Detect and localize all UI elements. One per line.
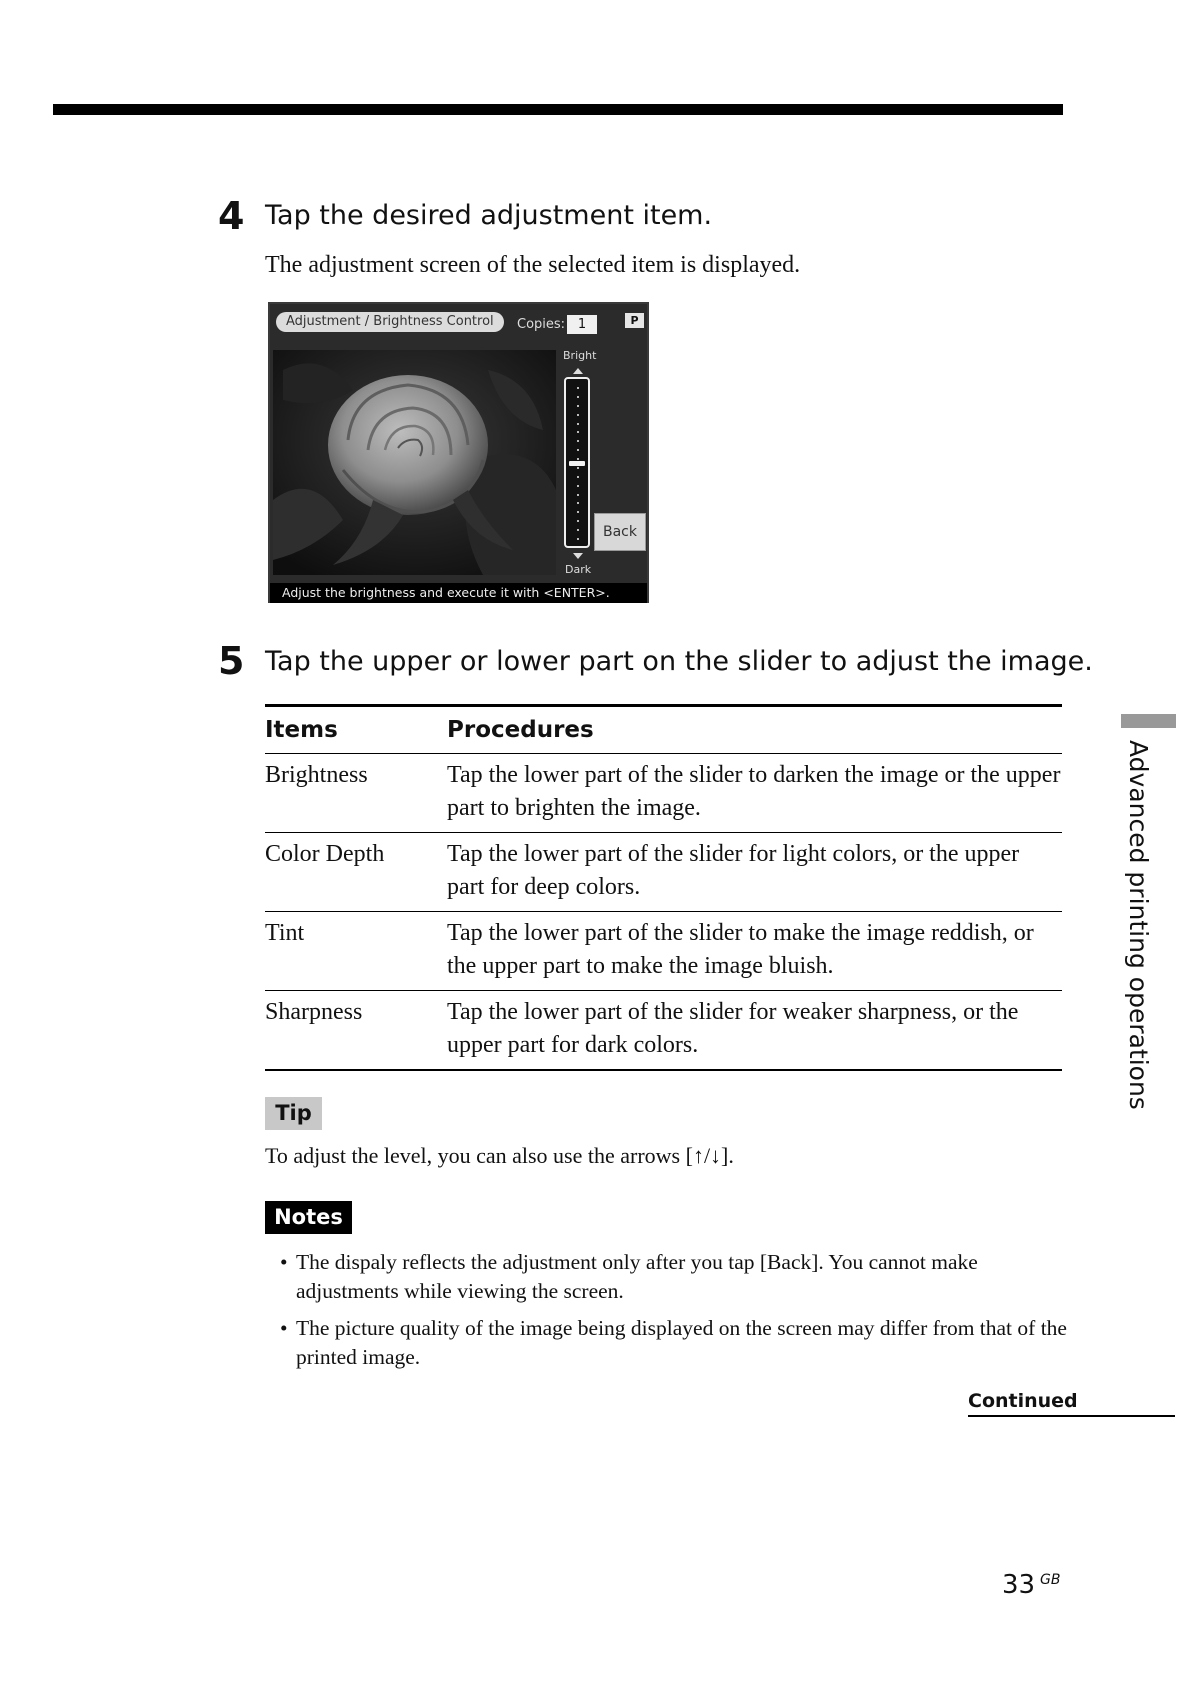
slider-tick [577,538,579,540]
table-header-row [265,706,1062,754]
continued-rule [968,1415,1175,1417]
note-text: The dispaly reflects the adjustment only after you tap [Back]. You cannot make adjustments while viewing the screen. [296,1250,978,1303]
procedure-cell: Tap the lower part of the slider to make the image reddish, or the upper part to make the image bluish. [447,912,1062,991]
table-row [265,912,1062,991]
slider-tick [577,520,579,522]
section-tab-marker [1121,714,1176,728]
rose-photo [273,350,556,575]
item-cell: Color Depth [265,833,447,912]
slider-tick [577,529,579,531]
table-row [265,991,1062,1071]
step-number-4: 4 [218,194,245,238]
slider-tick [577,449,579,451]
adjustment-table [265,704,1062,1071]
notes-badge: Notes [265,1201,352,1234]
top-rule [53,104,1063,115]
slider-up-arrow-icon[interactable] [573,368,583,374]
print-icon: P [625,313,644,328]
slider-tick [577,387,579,389]
section-side-label: Advanced printing operations [1124,740,1153,1110]
slider-bottom-label: Dark [565,563,592,576]
table-row [265,833,1062,912]
step-4-description: The adjustment screen of the selected item is displayed. [265,252,801,278]
page-number: 33 [1002,1570,1036,1600]
continued-label: Continued [968,1390,1078,1412]
screen-status-bar: Adjust the brightness and execute it with <ENTER>. [270,583,647,603]
item-cell: Brightness [265,754,447,833]
table-row [265,754,1062,833]
slider-tick [577,511,579,513]
slider-tick [577,467,579,469]
header-items: Items [265,706,447,754]
copies-value[interactable]: 1 [567,315,597,334]
bullet: • [280,1250,288,1274]
step-5-title: Tap the upper or lower part on the slider to adjust the image. [265,646,1093,677]
tip-text: To adjust the level, you can also use the arrows [↑/↓]. [265,1143,734,1168]
slider-tick [577,440,579,442]
copies-label: Copies: [517,317,566,332]
slider-tick [577,414,579,416]
slider-tick [577,494,579,496]
slider-thumb[interactable] [569,461,585,466]
slider-tick [577,485,579,487]
header-procedures: Procedures [447,706,1062,754]
item-cell: Tint [265,912,447,991]
slider-down-arrow-icon[interactable] [573,553,583,559]
slider-top-label: Bright [563,349,597,362]
slider-tick [577,423,579,425]
note-text: The picture quality of the image being displayed on the screen may differ from that of the printed image. [296,1316,1067,1369]
page-language-suffix: GB [1040,1572,1061,1588]
slider-tick [577,396,579,398]
list-item [280,1248,1070,1306]
brightness-slider[interactable] [564,377,590,548]
slider-tick [577,405,579,407]
procedure-cell: Tap the lower part of the slider to darken the image or the upper part to brighten the image. [447,754,1062,833]
back-button[interactable]: Back [594,513,646,551]
list-item [280,1314,1070,1372]
slider-tick [577,431,579,433]
bullet: • [280,1316,288,1340]
slider-tick [577,502,579,504]
slider-tick [577,476,579,478]
notes-list [280,1248,1070,1380]
item-cell: Sharpness [265,999,363,1025]
preview-image [273,350,556,575]
procedure-cell: Tap the lower part of the slider for weaker sharpness, or the upper part for dark colors. [447,999,1019,1058]
adjustment-screen [268,302,649,603]
tip-badge: Tip [265,1097,322,1130]
screen-title: Adjustment / Brightness Control [276,312,504,332]
slider-tick [577,458,579,460]
procedure-cell: Tap the lower part of the slider for light colors, or the upper part for deep colors. [447,833,1062,912]
step-4-title: Tap the desired adjustment item. [265,200,713,231]
step-number-5: 5 [218,639,245,683]
